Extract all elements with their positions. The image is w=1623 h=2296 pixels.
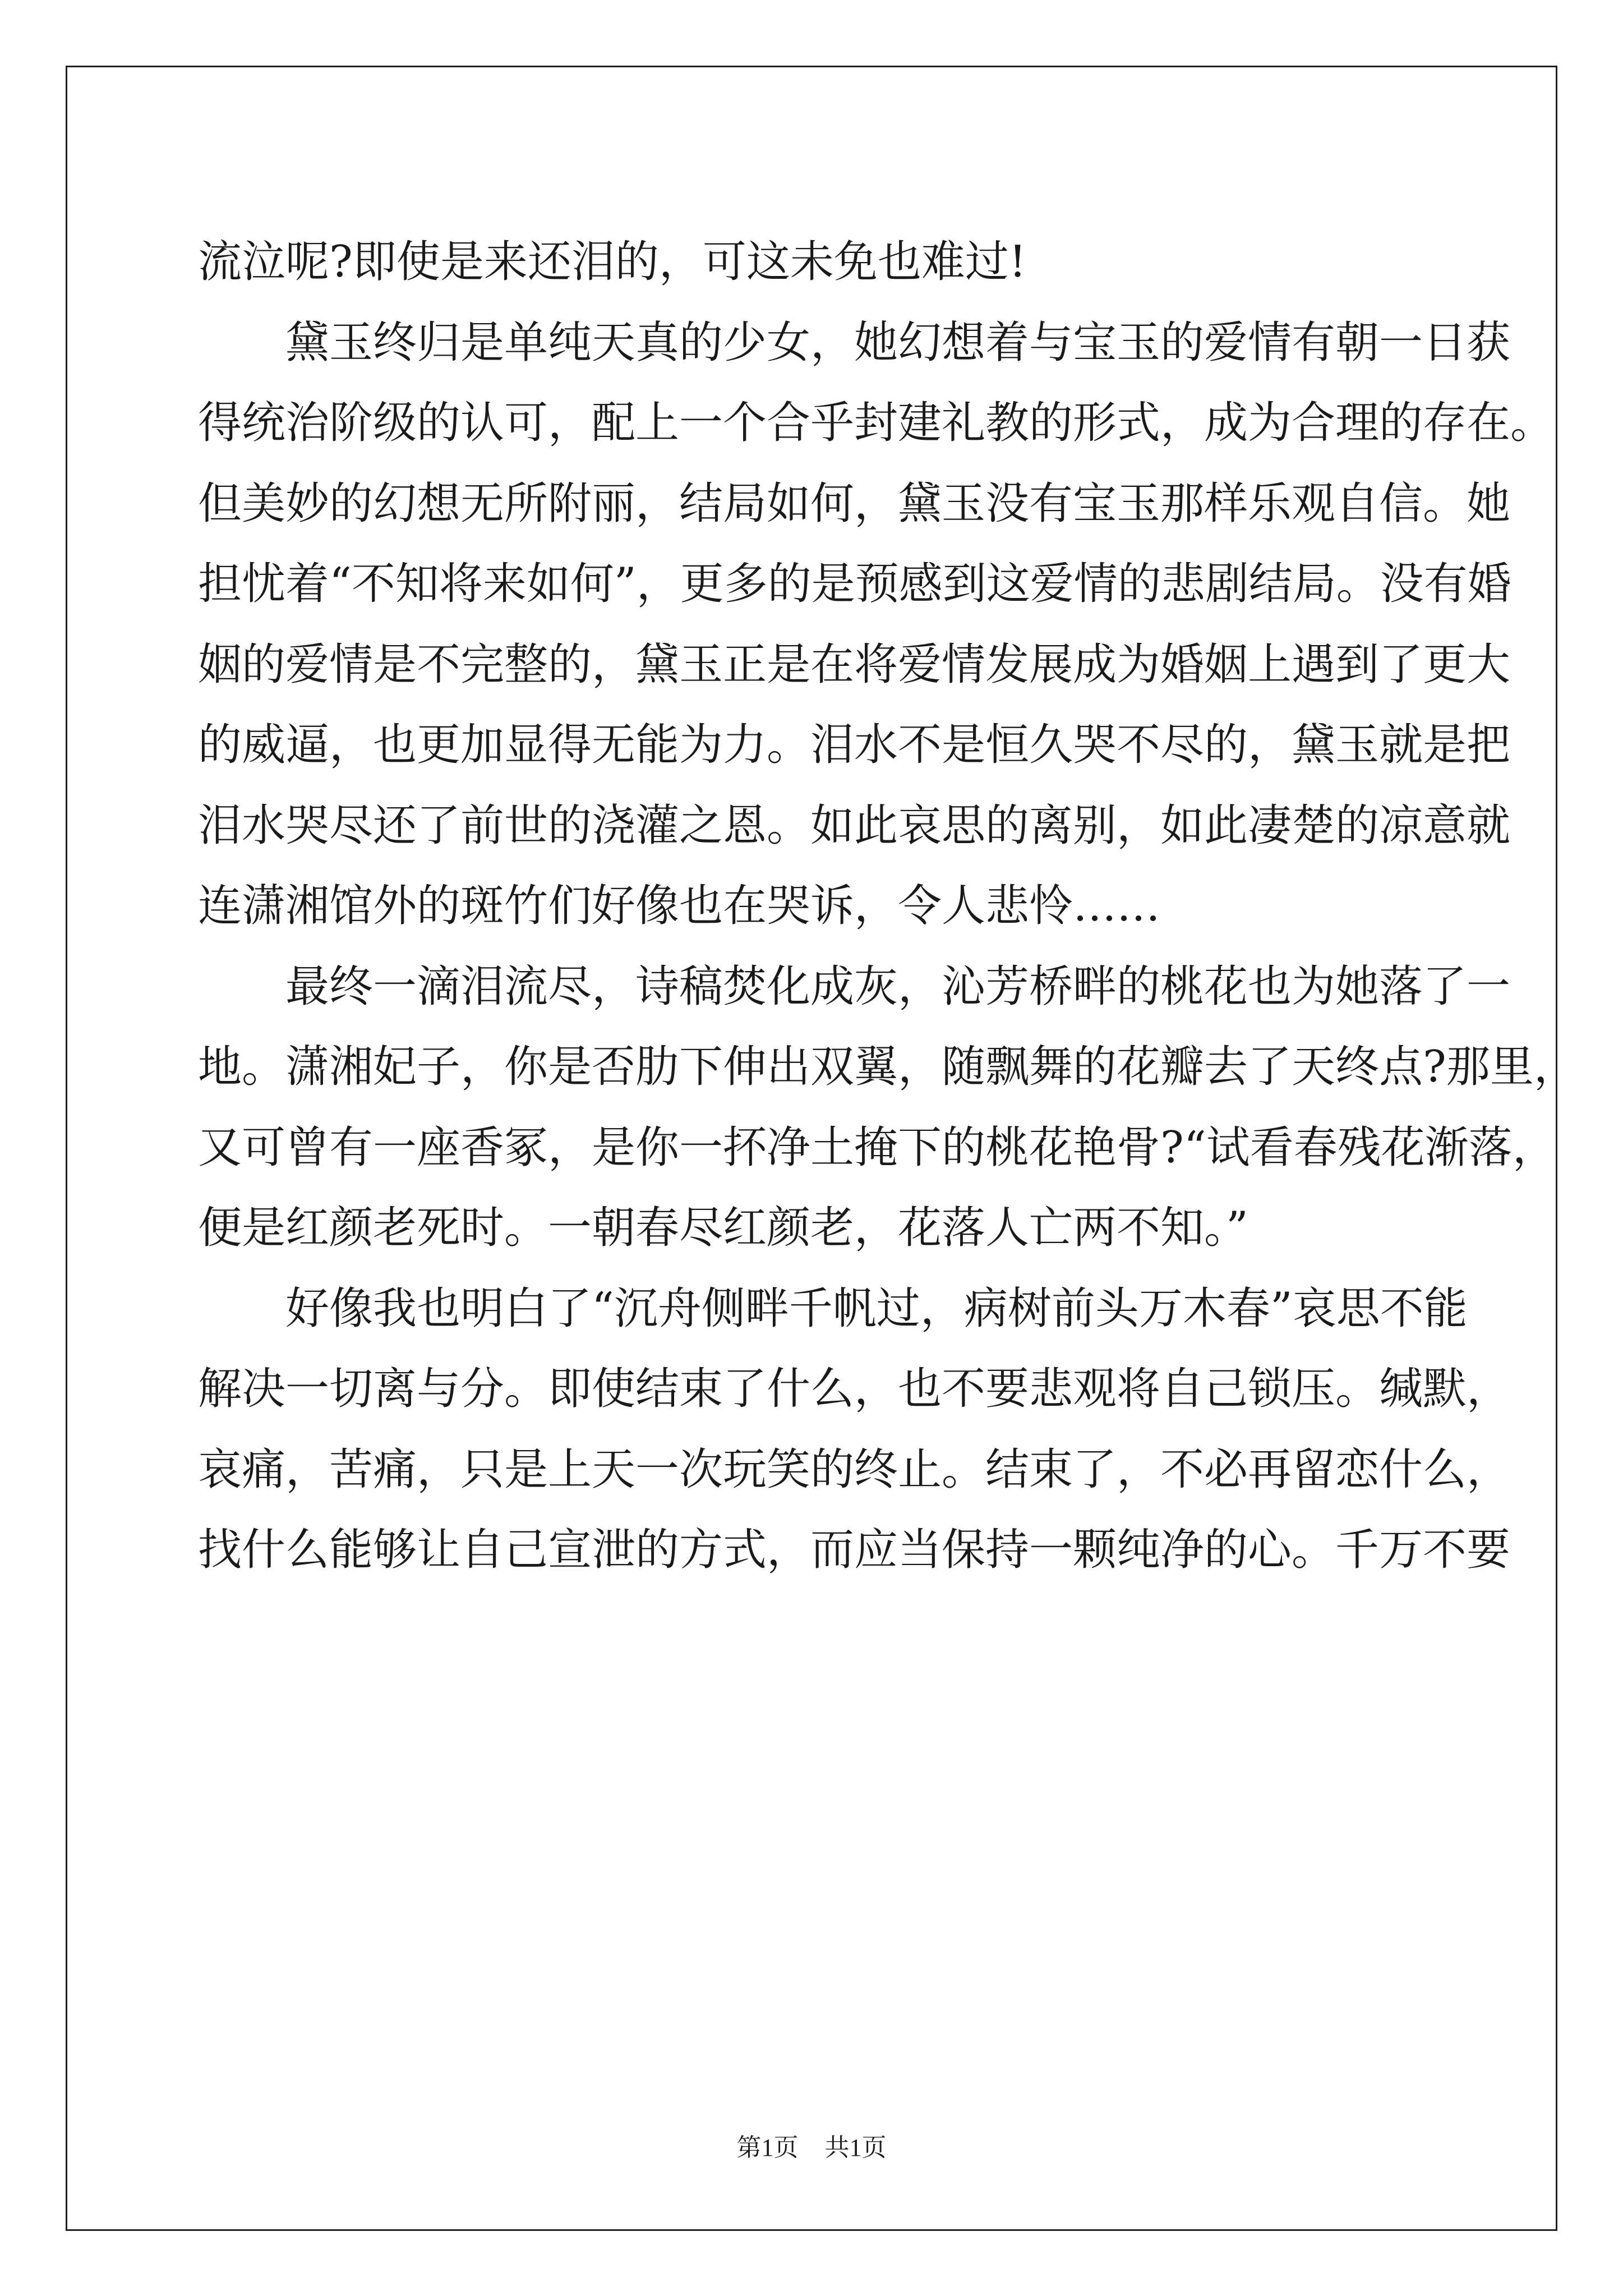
text-line: 哀痛，苦痛，只是上天一次玩笑的终止。结束了，不必再留恋什么， [198, 1444, 1511, 1495]
text-line: 黛玉终归是单纯天真的少女，她幻想着与宝玉的爱情有朝一日获 [285, 317, 1511, 368]
text-line: 地。潇湘妃子，你是否肋下伸出双翼，随飘舞的花瓣去了天终点?那里， [198, 1042, 1578, 1092]
text-line: 连潇湘馆外的斑竹们好像也在哭诉，令人悲怜…… [198, 881, 1161, 931]
text-line: 流泣呢?即使是来还泪的，可这未免也难过! [198, 237, 1027, 287]
text-line: 找什么能够让自己宣泄的方式，而应当保持一颗纯净的心。千万不要 [198, 1525, 1511, 1575]
text-line: 姻的爱情是不完整的，黛玉正是在将爱情发展成为婚姻上遇到了更大 [198, 639, 1511, 690]
text-line: 但美妙的幻想无所附丽，结局如何，黛玉没有宝玉那样乐观自信。她 [198, 478, 1511, 529]
text-line: 好像我也明白了“沉舟侧畔千帆过，病树前头万木春”哀思不能 [285, 1283, 1468, 1334]
text-line: 解决一切离与分。即使结束了什么，也不要悲观将自己锁压。缄默， [198, 1364, 1511, 1414]
text-line: 担忧着“不知将来如何”，更多的是预感到这爱情的悲剧结局。没有婚 [198, 559, 1511, 609]
text-line: 最终一滴泪流尽，诗稿焚化成灰，沁芳桥畔的桃花也为她落了一 [285, 961, 1511, 1012]
text-line: 得统治阶级的认可，配上一个合乎封建礼教的形式，成为合理的存在。 [198, 398, 1555, 448]
text-line: 泪水哭尽还了前世的浇灌之恩。如此哀思的离别，如此凄楚的凉意就 [198, 800, 1511, 851]
text-line: 的威逼，也更加显得无能为力。泪水不是恒久哭不尽的，黛玉就是把 [198, 720, 1511, 770]
page-total: 共1页 [824, 2134, 887, 2161]
page-footer [0, 2127, 1623, 2163]
text-line: 又可曾有一座香冢，是你一抔净土掩下的桃花艳骨?“试看春残花渐落， [198, 1122, 1556, 1173]
page-number: 第1页 [736, 2134, 799, 2161]
text-line: 便是红颜老死时。一朝春尽红颜老，花落人亡两不知。” [198, 1203, 1248, 1253]
document-body [198, 222, 1578, 1591]
